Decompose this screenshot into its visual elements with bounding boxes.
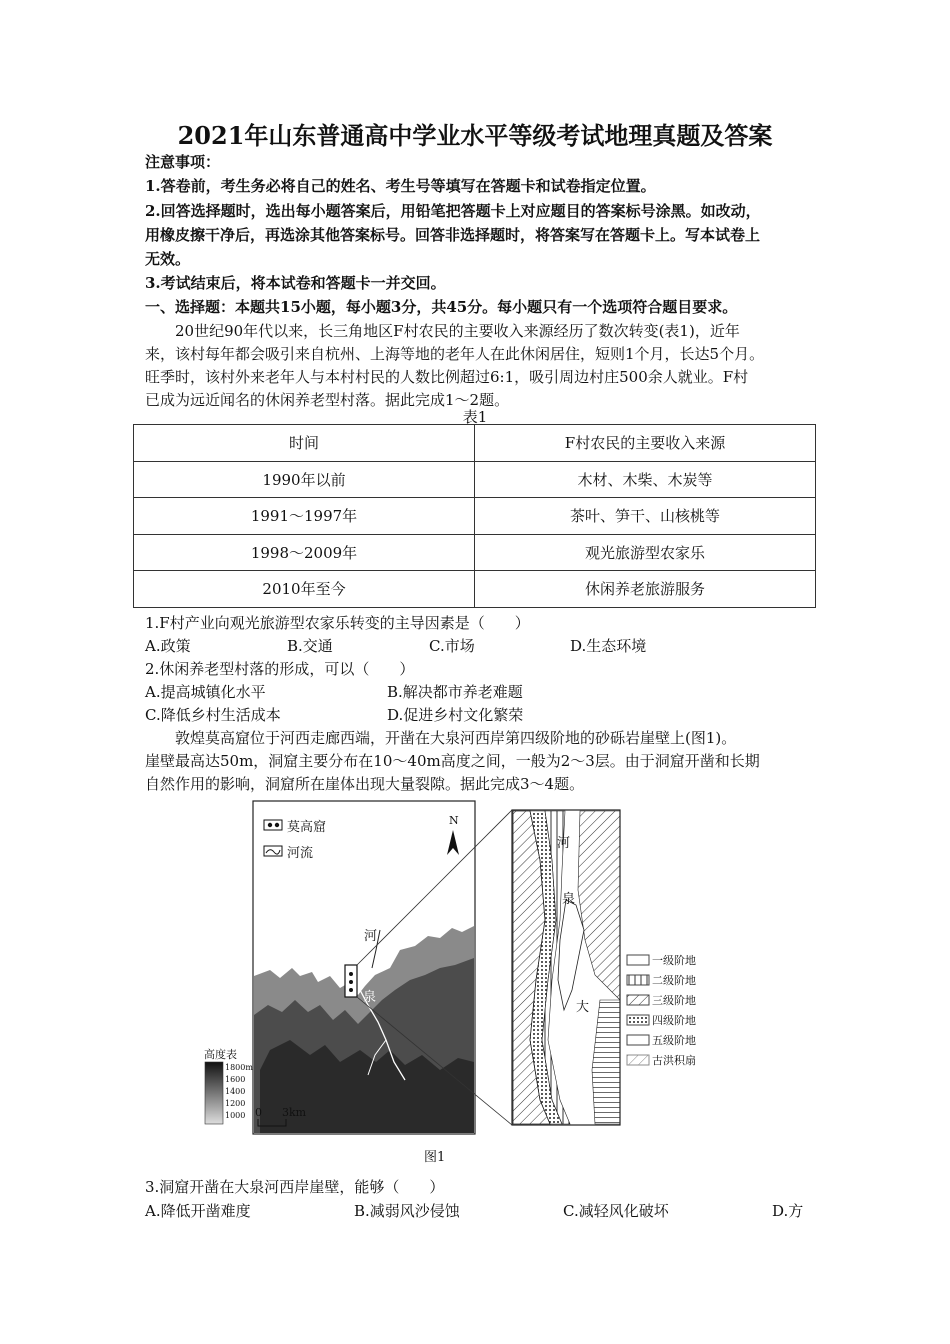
table-header: F村农民的主要收入来源 [475, 425, 816, 462]
table-cell: 1991～1997年 [134, 498, 475, 535]
income-table [133, 424, 816, 608]
height-legend-values: 1800m 1600 1400 1200 1000 [225, 1063, 253, 1120]
page-title: 2021年山东普通高中学业水平等级考试地理真题及答案 [177, 121, 773, 150]
table-header-row [134, 425, 816, 462]
option: B.减弱风沙侵蚀 [354, 1202, 460, 1220]
option: D.生态环境 [570, 637, 647, 655]
table-cell: 休闲养老旅游服务 [475, 571, 816, 608]
passage2-line: 崖壁最高达50m，洞窟主要分布在10～40m高度之间，一般为2～3层。由于洞窟开凿和长期 [145, 752, 760, 770]
notice-line: 2.回答选择题时，选出每小题答案后，用铅笔把答题卡上对应题目的答案标号涂黑。如改动， [145, 202, 761, 220]
table-row [134, 498, 816, 535]
scale-km: 3km [282, 1106, 307, 1119]
notice-line: 3.考试结束后，将本试卷和答题卡一并交回。 [145, 274, 446, 292]
table-cell: 1990年以前 [134, 461, 475, 498]
inset-label: 河 [557, 836, 571, 851]
north-label: N [449, 814, 459, 827]
inset-label: 大 [576, 1000, 590, 1015]
river-legend-icon [264, 846, 282, 856]
notice-line: 无效。 [145, 250, 191, 268]
option: A.提高城镇化水平 [145, 683, 266, 701]
height-legend-title: 高度表 [204, 1048, 237, 1061]
figure-drawing [200, 800, 720, 1170]
option: C.降低乡村生活成本 [145, 706, 281, 724]
table-caption: 表1 [462, 408, 488, 426]
table-row [134, 534, 816, 571]
table-header: 时间 [134, 425, 475, 462]
question-stem: 2.休闲养老型村落的形成，可以（ ） [145, 660, 415, 678]
passage1-line: 旺季时，该村外来老年人与本村村民的人数比例超过6:1，吸引周边村庄500余人就业。F村 [145, 368, 749, 386]
table-row [134, 571, 816, 608]
legend-right-label: 一级阶地 [652, 954, 696, 967]
option: D.方 [772, 1202, 804, 1220]
passage1-line: 已成为远近闻名的休闲养老型村落。据此完成1～2题。 [145, 391, 510, 409]
legend-right-label: 四级阶地 [652, 1014, 696, 1027]
table-cell: 2010年至今 [134, 571, 475, 608]
legend-right-label: 二级阶地 [652, 974, 696, 987]
legend-river-label: 河流 [287, 846, 314, 861]
legend-right-label: 五级阶地 [652, 1034, 696, 1047]
table-cell: 观光旅游型农家乐 [475, 534, 816, 571]
section-heading: 一、选择题：本题共15小题，每小题3分，共45分。每小题只有一个选项符合题目要求。 [145, 298, 738, 316]
scale-zero: 0 [255, 1106, 262, 1119]
table-cell: 茶叶、笋干、山核桃等 [475, 498, 816, 535]
table-cell: 木材、木柴、木炭等 [475, 461, 816, 498]
table-row [134, 461, 816, 498]
legend-right-label: 三级阶地 [652, 994, 696, 1007]
passage2-line: 自然作用的影响，洞窟所在崖体出现大量裂隙。据此完成3～4题。 [145, 775, 585, 793]
figure-caption: 图1 [424, 1150, 446, 1165]
passage2-line: 敦煌莫高窟位于河西走廊西端，开凿在大泉河西岸第四级阶地的砂砾岩崖壁上(图1)。 [175, 729, 737, 747]
figure-1 [200, 800, 720, 1170]
notice-line: 1.答卷前，考生务必将自己的姓名、考生号等填写在答题卡和试卷指定位置。 [145, 177, 656, 195]
question-stem: 3.洞窟开凿在大泉河西岸崖壁，能够（ ） [145, 1178, 445, 1196]
height-legend-bar [205, 1062, 223, 1124]
option: D.促进乡村文化繁荣 [387, 706, 524, 724]
notice-line: 用橡皮擦干净后，再选涂其他答案标号。回答非选择题时，将答案写在答题卡上。写本试卷上 [145, 226, 761, 244]
passage1-line: 来，该村每年都会吸引来自杭州、上海等地的老年人在此休闲居住，短则1个月，长达5个月。 [145, 345, 765, 363]
question-stem: 1.F村产业向观光旅游型农家乐转变的主导因素是（ ） [145, 614, 530, 632]
option: B.解决都市养老难题 [387, 683, 523, 701]
inset-label: 泉 [562, 892, 576, 907]
passage1-line: 20世纪90年代以来，长三角地区F村农民的主要收入来源经历了数次转变(表1)，近年 [175, 322, 740, 340]
option: B.交通 [287, 637, 333, 655]
table-cell: 1998～2009年 [134, 534, 475, 571]
notice-heading: 注意事项： [145, 153, 221, 171]
option: A.降低开凿难度 [145, 1202, 251, 1220]
map-label: 河 [364, 929, 378, 944]
option: C.市场 [429, 637, 475, 655]
map-label: 泉 [363, 990, 377, 1005]
legend-right-label: 古洪积扇 [652, 1054, 696, 1067]
legend-mogao-label: 莫高窟 [287, 820, 327, 835]
option: A.政策 [145, 637, 191, 655]
option: C.减轻风化破坏 [563, 1202, 669, 1220]
mogao-legend-icon [264, 820, 282, 830]
